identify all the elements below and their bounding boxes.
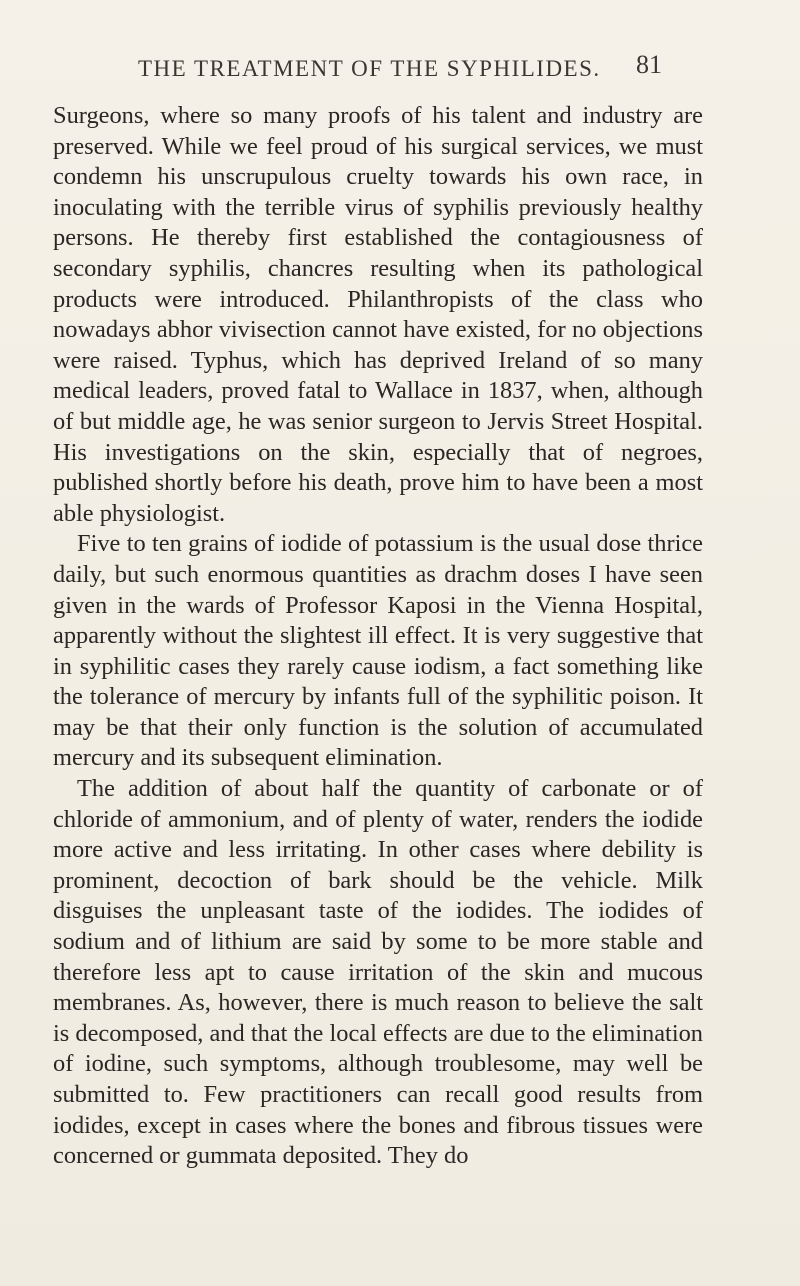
- paragraph-2: Five to ten grains of iodide of potassium is the usual dose thrice daily, but such enormous quantities as drachm doses I have seen given in the wards of Professor Kaposi in the Vienna Hospital, apparently without the slightest ill effect. It is very suggestive that in syphilitic cases they rarely cause iodism, a fact something like the tolerance of mercury by infants full of the syphilitic poison. It may be that their only function is the solution of accumulated mercury and its subsequent elimination.: [53, 530, 703, 772]
- running-head: THE TREATMENT OF THE SYPHILIDES.: [138, 56, 601, 81]
- body-text: [53, 101, 703, 1172]
- paragraph-1: Surgeons, where so many proofs of his talent and industry are preserved. While we feel proud of his surgical services, we must condemn his unscrupulous cruelty towards his own race, in inoculating with the terrible virus of syphilis previously healthy persons. He thereby first established the contagiousness of secondary syphilis, chancres resulting when its pathological products were introduced. Philanthropists of the class who nowadays abhor vivisection cannot have existed, for no objections were raised. Typhus, which has deprived Ireland of so many medical leaders, proved fatal to Wallace in 1837, when, although of but middle age, he was senior surgeon to Jervis Street Hospital. His investigations on the skin, especially that of negroes, published shortly before his death, prove him to have been a most able physiologist.: [53, 102, 703, 527]
- paragraph-3: The addition of about half the quantity of carbonate or of chloride of ammonium, and of plenty of water, renders the iodide more active and less irritating. In other cases where debility is prominent, decoction of bark should be the vehicle. Milk disguises the unpleasant taste of the iodides. The iodides of sodium and of lithium are said by some to be more stable and therefore less apt to cause irritation of the skin and mucous membranes. As, however, there is much reason to believe the salt is decomposed, and that the local effects are due to the elimination of iodine, such symptoms, although troublesome, may well be submitted to. Few practitioners can recall good results from iodides, except in cases where the bones and fibrous tissues were concerned or gummata deposited. They do: [53, 775, 703, 1170]
- page-number: 81: [636, 50, 662, 79]
